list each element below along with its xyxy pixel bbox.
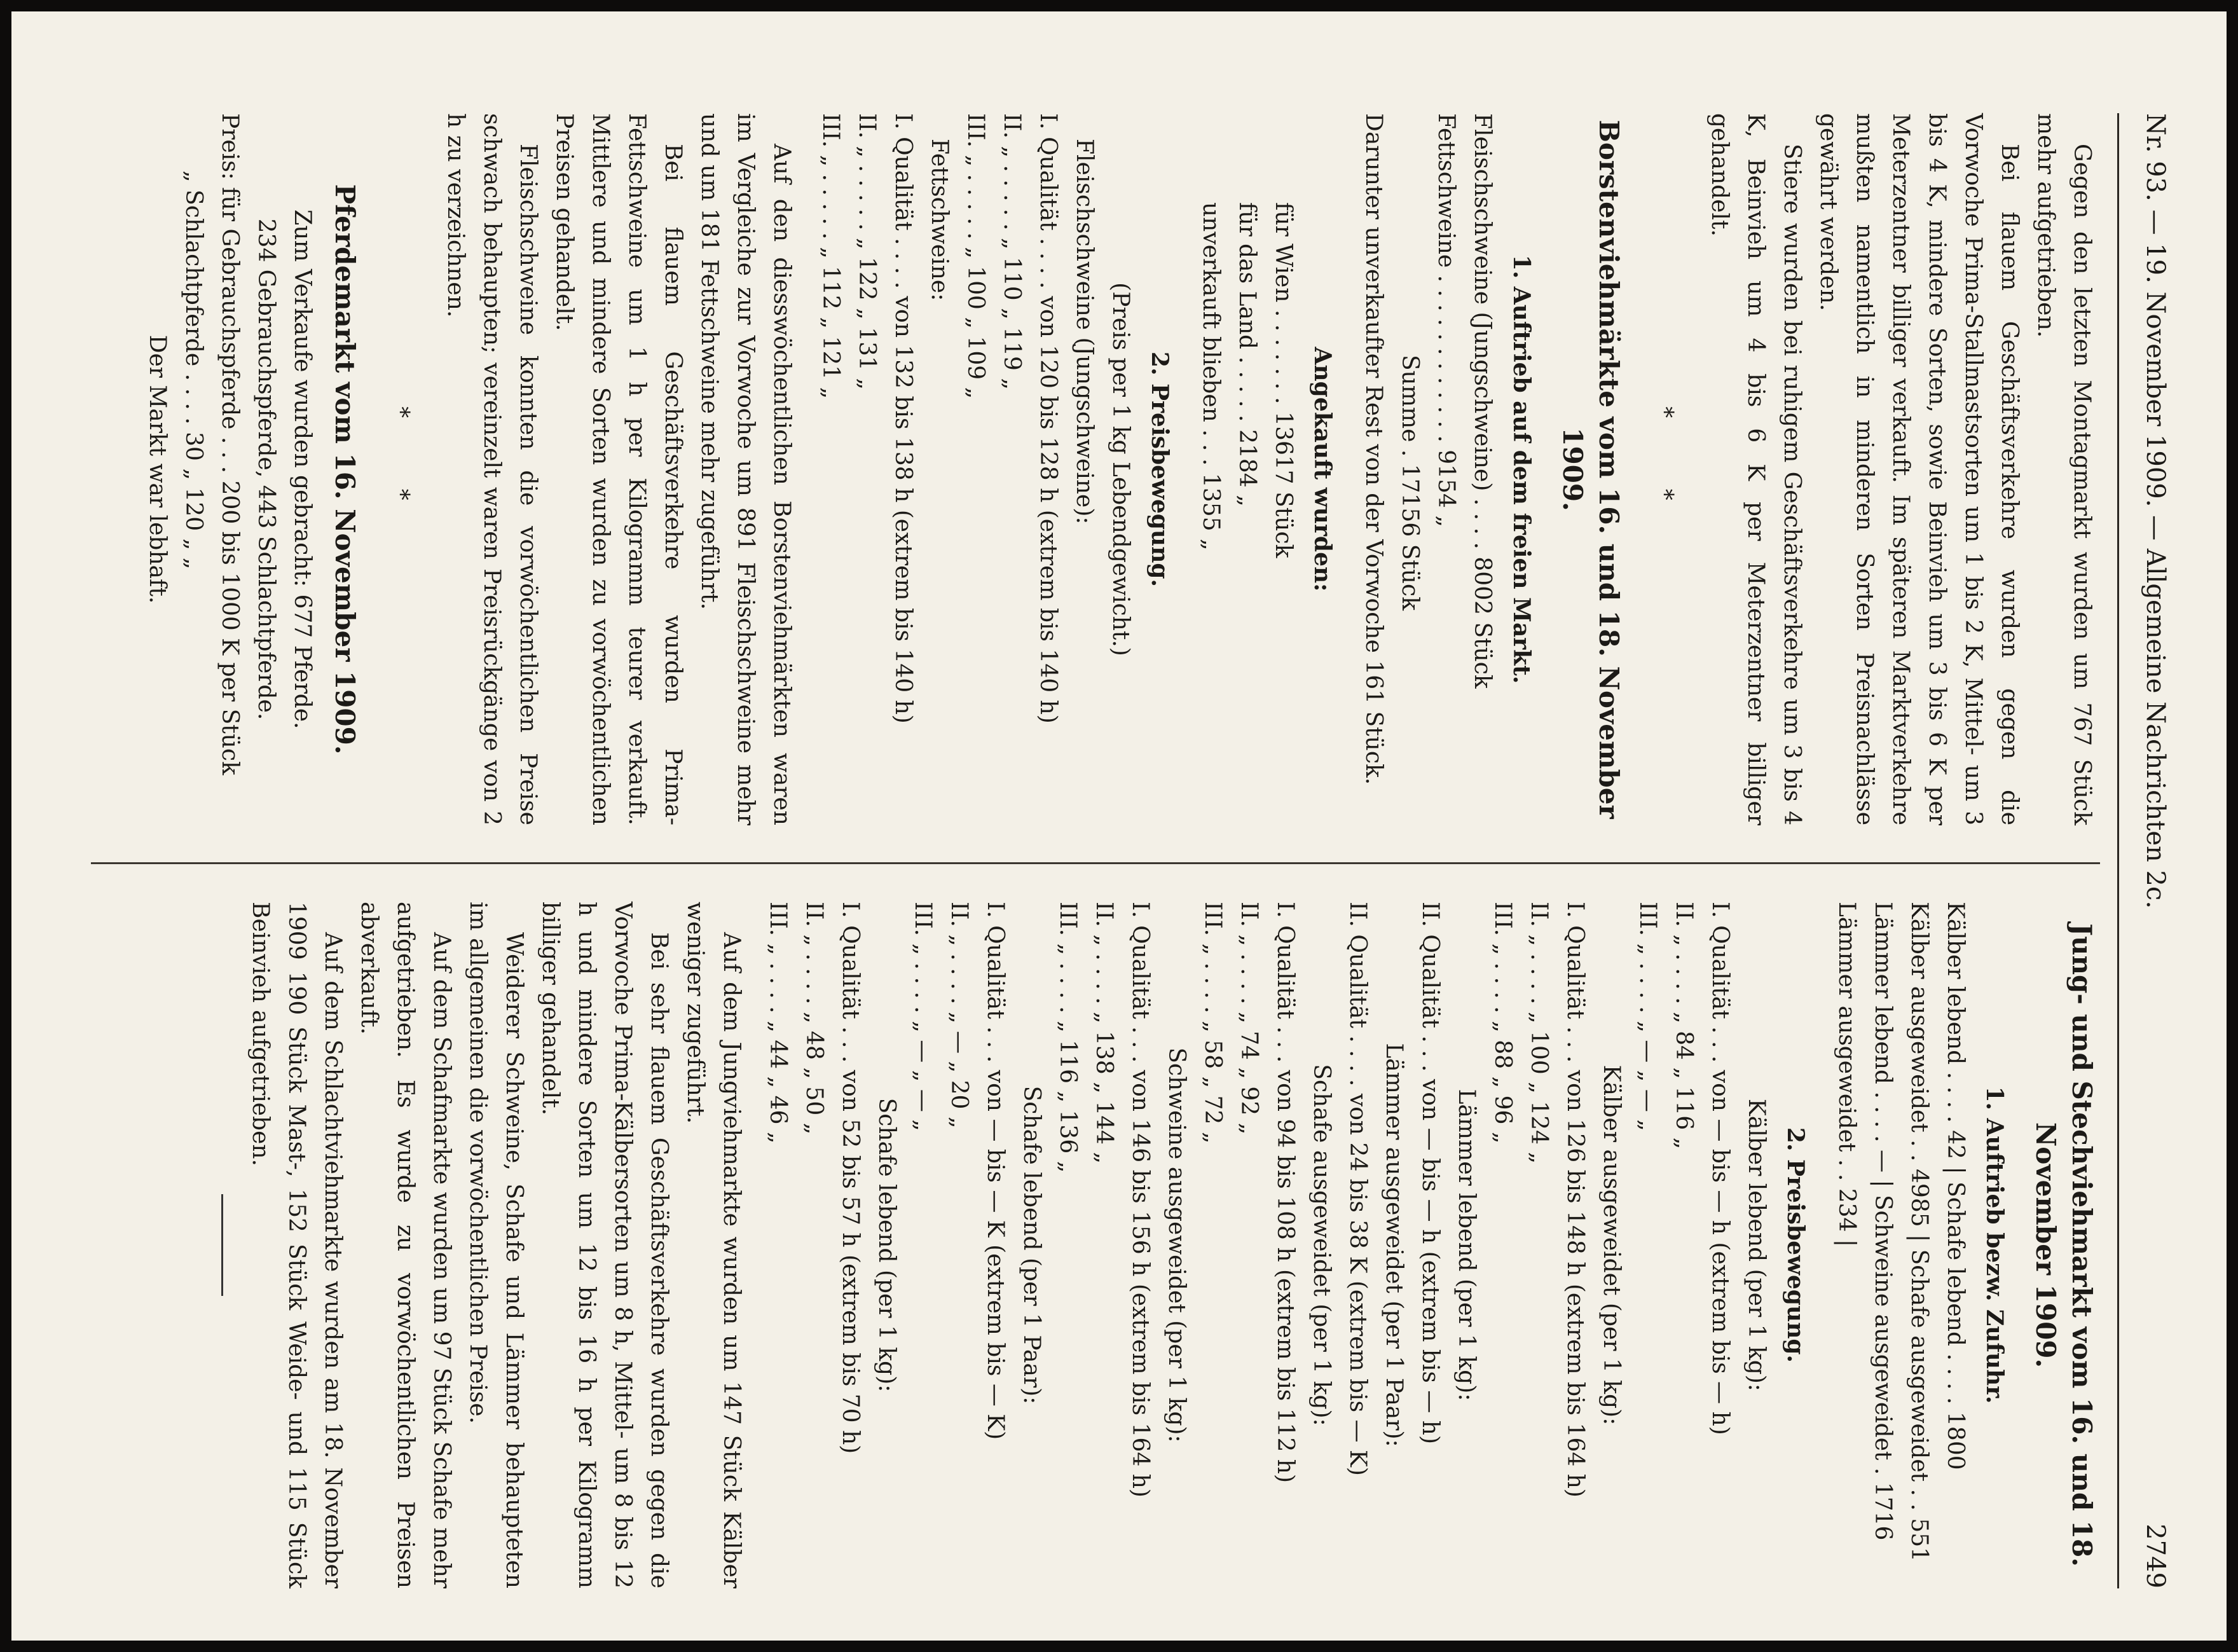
price-row: III. „ . . . . „ — „ — „	[910, 902, 936, 1131]
page-header	[2117, 113, 2176, 1588]
pferde-price-row: „ Schlachtpferde . . . . 30 „ 120 „ „	[181, 170, 207, 570]
paragraph: Weiderer Schweine, Schafe und Lämmer behaupteten im allgemeinen die vorwöchentlichen Preise.	[465, 902, 527, 1588]
angekauft-row: unverkauft blieben . . . 1355 „	[1198, 202, 1224, 551]
section-title: Pferdemarkt vom 16. November 1909.	[329, 184, 360, 755]
pferde-line: 234 Gebrauchspferde, 443 Schlachtpferde.	[253, 218, 279, 720]
price-row: II. Qualität . . . von — bis — h (extrem bis — h)	[1417, 902, 1443, 1445]
auftrieb-row: Fleischschweine (Jungschweine) . . . . 8002 Stück	[1469, 113, 1495, 689]
category-heading: Fleischschweine (Jungschweine):	[1071, 139, 1097, 525]
price-row: II. Qualität . . . . von 24 bis 38 K (extrem bis — K)	[1345, 902, 1371, 1476]
category-heading: Schafe ausgeweidet (per 1 kg):	[1308, 1064, 1335, 1426]
price-row: III. „ . . . . . „ 100 „ 109 „	[963, 113, 989, 399]
right-column	[78, 902, 2100, 1588]
price-row: I. Qualität . . . . von 120 bis 128 h (extrem bis 140 h)	[1035, 113, 1061, 724]
price-row: I. Qualität . . . von — bis — h (extrem bis — h)	[1707, 902, 1733, 1435]
paragraph: Stiere wurden bei ruhigem Geschäftsverkehre um 3 bis 4 K, Beinvieh um 4 bis 6 K per Meterzentner billiger gehandelt.	[1706, 113, 1805, 825]
paragraph: Bei flauem Geschäftsverkehre wurden Prima-Fettschweine um 1 h per Kilogramm teurer verkauft. Mittlere und mindere Sorten wurden zu vorwöchentlichen Preisen gehandelt.	[551, 113, 686, 825]
subsection-title: 2. Preisbewegung.	[1782, 1127, 1809, 1363]
zufuhr-row: Kälber ausgeweidet . . 4985 | Schafe ausgeweidet . . 551	[1906, 902, 1932, 1562]
category-heading: Kälber lebend (per 1 kg):	[1743, 1098, 1769, 1392]
price-row: III. „ . . . . . „ 112 „ 121 „	[818, 113, 844, 399]
category-heading: Schafe lebend (per 1 kg):	[874, 1098, 900, 1393]
price-row: III. „ . . . . „ 58 „ 72 „	[1200, 902, 1226, 1144]
auftrieb-sum: Summe . 17156 Stück	[1397, 355, 1423, 611]
price-row: III. „ . . . . „ 116 „ 136 „	[1055, 902, 1081, 1173]
price-row: I. Qualität . . . von 52 bis 57 h (extrem bis 70 h)	[837, 902, 863, 1454]
paragraph: Bei flauem Geschäftsverkehre wurden gegen die Vorwoche Prima-Stallmastsorten um 1 bis 2 K, Mittel- um 3 bis 4 K, mindere Sorten, sowie Beinvieh um 3 bis 6 K per Meterzentner billiger verkauft. Im späteren Marktverkehre mußten namentlich in minderen Sorten Preisnachlässe gewährt werden.	[1815, 113, 2022, 825]
separator-stars: * *	[1651, 406, 1677, 532]
price-row: II. „ . . . . „ 138 „ 144 „	[1091, 902, 1117, 1164]
price-row: I. Qualität . . . von 146 bis 156 h (extrem bis 164 h)	[1127, 902, 1153, 1497]
subsection-title: 2. Preisbewegung.	[1146, 351, 1173, 588]
category-heading: Schweine ausgeweidet (per 1 kg):	[1164, 1047, 1190, 1443]
subsection-title: 1. Auftrieb bezw. Zufuhr.	[1981, 1086, 2008, 1404]
angekauft-heading: Angekauft wurden:	[1309, 347, 1336, 592]
price-row: II. „ . . . . „ 100 „ 124 „	[1526, 902, 1552, 1164]
price-row: II. „ . . . . „ 84 „ 116 „	[1671, 902, 1697, 1150]
zufuhr-row: Lämmer lebend . . . . — | Schweine ausgeweidet . 1716	[1870, 902, 1896, 1541]
subsection-note: (Preis per 1 kg Lebendgewicht.)	[1108, 282, 1134, 656]
angekauft-row: für Wien . . . . . . . 13617 Stück	[1270, 202, 1296, 558]
subsection-title: 1. Auftrieb auf dem freien Markt.	[1508, 254, 1535, 684]
category-heading: Schafe lebend (per 1 Paar):	[1019, 1085, 1045, 1405]
paragraph: Auf dem Schafmarkte wurden um 97 Stück Schafe mehr aufgetrieben. Es wurde zu vorwöchentlichen Preisen abverkauft.	[356, 902, 455, 1588]
section-title: Borstenviehmärkte vom 16. und 18. November 1909.	[1557, 120, 1624, 819]
pferde-line: Zum Verkaufe wurden gebracht: 677 Pferde.	[289, 209, 315, 729]
price-row: II. „ . . . . „ 48 „ 50 „	[801, 902, 827, 1135]
column-divider	[91, 862, 2100, 864]
category-heading: Lämmer ausgeweidet (per 1 Paar):	[1381, 1043, 1407, 1447]
price-row: I. Qualität . . . von 94 bis 108 h (extrem bis 112 h)	[1272, 902, 1298, 1483]
price-row: I. Qualität . . . . von 132 bis 138 h (extrem bis 140 h)	[890, 113, 916, 724]
paragraph: Auf dem Schlachtviehmarkte wurden am 18. November 1909 190 Stück Mast-, 152 Stück Weide- und 115 Stück Beinvieh aufgetrieben.	[247, 902, 346, 1588]
section-title: Jung- und Stechviehmarkt vom 16. und 18. November 1909.	[2030, 923, 2097, 1567]
paragraph: Fleischschweine konnten die vorwöchentlichen Preise schwach behaupten; vereinzelt waren Preisrückgänge von 2 h zu verzeichnen.	[443, 113, 541, 825]
price-row: II. „ . . . . . „ 122 „ 131 „	[854, 113, 880, 390]
paragraph: Auf den diesswöchentlichen Borstenviehmärkten waren im Vergleiche zur Vorwoche um 891 Fleischschweine mehr und um 181 Fettschweine mehr zugeführt.	[696, 113, 795, 825]
paragraph: Gegen den letzten Montagmarkt wurden um 767 Stück mehr aufgetrieben.	[2033, 113, 2095, 825]
paragraph: Auf dem Jungviehmarkte wurden um 147 Stück Kälber weniger zugeführt.	[682, 902, 745, 1588]
price-row: II. „ . . . . . „ 110 „ 119 „	[999, 113, 1025, 390]
zufuhr-row: Kälber lebend . . . . 42 | Schafe lebend . . . . 1800	[1942, 902, 1968, 1470]
left-column	[78, 113, 2100, 825]
pferde-line: Der Markt war lebhaft.	[144, 334, 170, 604]
category-heading: Lämmer lebend (per 1 kg):	[1453, 1089, 1479, 1401]
end-rule	[221, 1194, 223, 1296]
price-row: I. Qualität . . . von 126 bis 148 h (extrem bis 164 h)	[1562, 902, 1588, 1497]
zufuhr-row: Lämmer ausgeweidet . . 234 |	[1834, 902, 1860, 1248]
auftrieb-row: Fettschweine . . . . . . . . . . . . 9154 „	[1433, 113, 1459, 527]
auftrieb-note: Darunter unverkaufter Rest von der Vorwoche 161 Stück.	[1361, 113, 1387, 785]
paragraph: Bei sehr flauem Geschäftsverkehre wurden gegen die Vorwoche Prima-Kälbersorten um 8 h, Mittel- um 8 bis 12 h und mindere Sorten um 12 bis 16 h per Kilogramm billiger gehandelt.	[537, 902, 672, 1588]
page-number: 2749	[2141, 1524, 2170, 1588]
separator-stars: * *	[387, 406, 413, 532]
category-heading: Fettschweine:	[926, 139, 952, 301]
price-row: II. „ . . . . „ — „ 20 „	[946, 902, 972, 1129]
running-head: Nr. 93. — 19. November 1909. — Allgemeine Nachrichten 2c.	[2141, 113, 2170, 909]
price-row: III. „ . . . . „ 88 „ 96 „	[1490, 902, 1516, 1144]
angekauft-row: für das Land . . . . . 2184 „	[1234, 202, 1260, 507]
category-heading: Kälber ausgeweidet (per 1 kg):	[1598, 1064, 1624, 1426]
price-row: I. Qualität . . . von — bis — K (extrem bis — K)	[982, 902, 1008, 1440]
pferde-price-row: Preis: für Gebrauchspferde . . . 200 bis 1000 K per Stück	[217, 113, 243, 775]
price-row: III. „ . . . . „ — „ — „	[1635, 902, 1661, 1131]
price-row: II. „ . . . . „ 74 „ 92 „	[1236, 902, 1262, 1135]
price-row: III. „ . . . . „ 44 „ 46 „	[765, 902, 791, 1144]
printed-page	[53, 56, 2176, 1633]
